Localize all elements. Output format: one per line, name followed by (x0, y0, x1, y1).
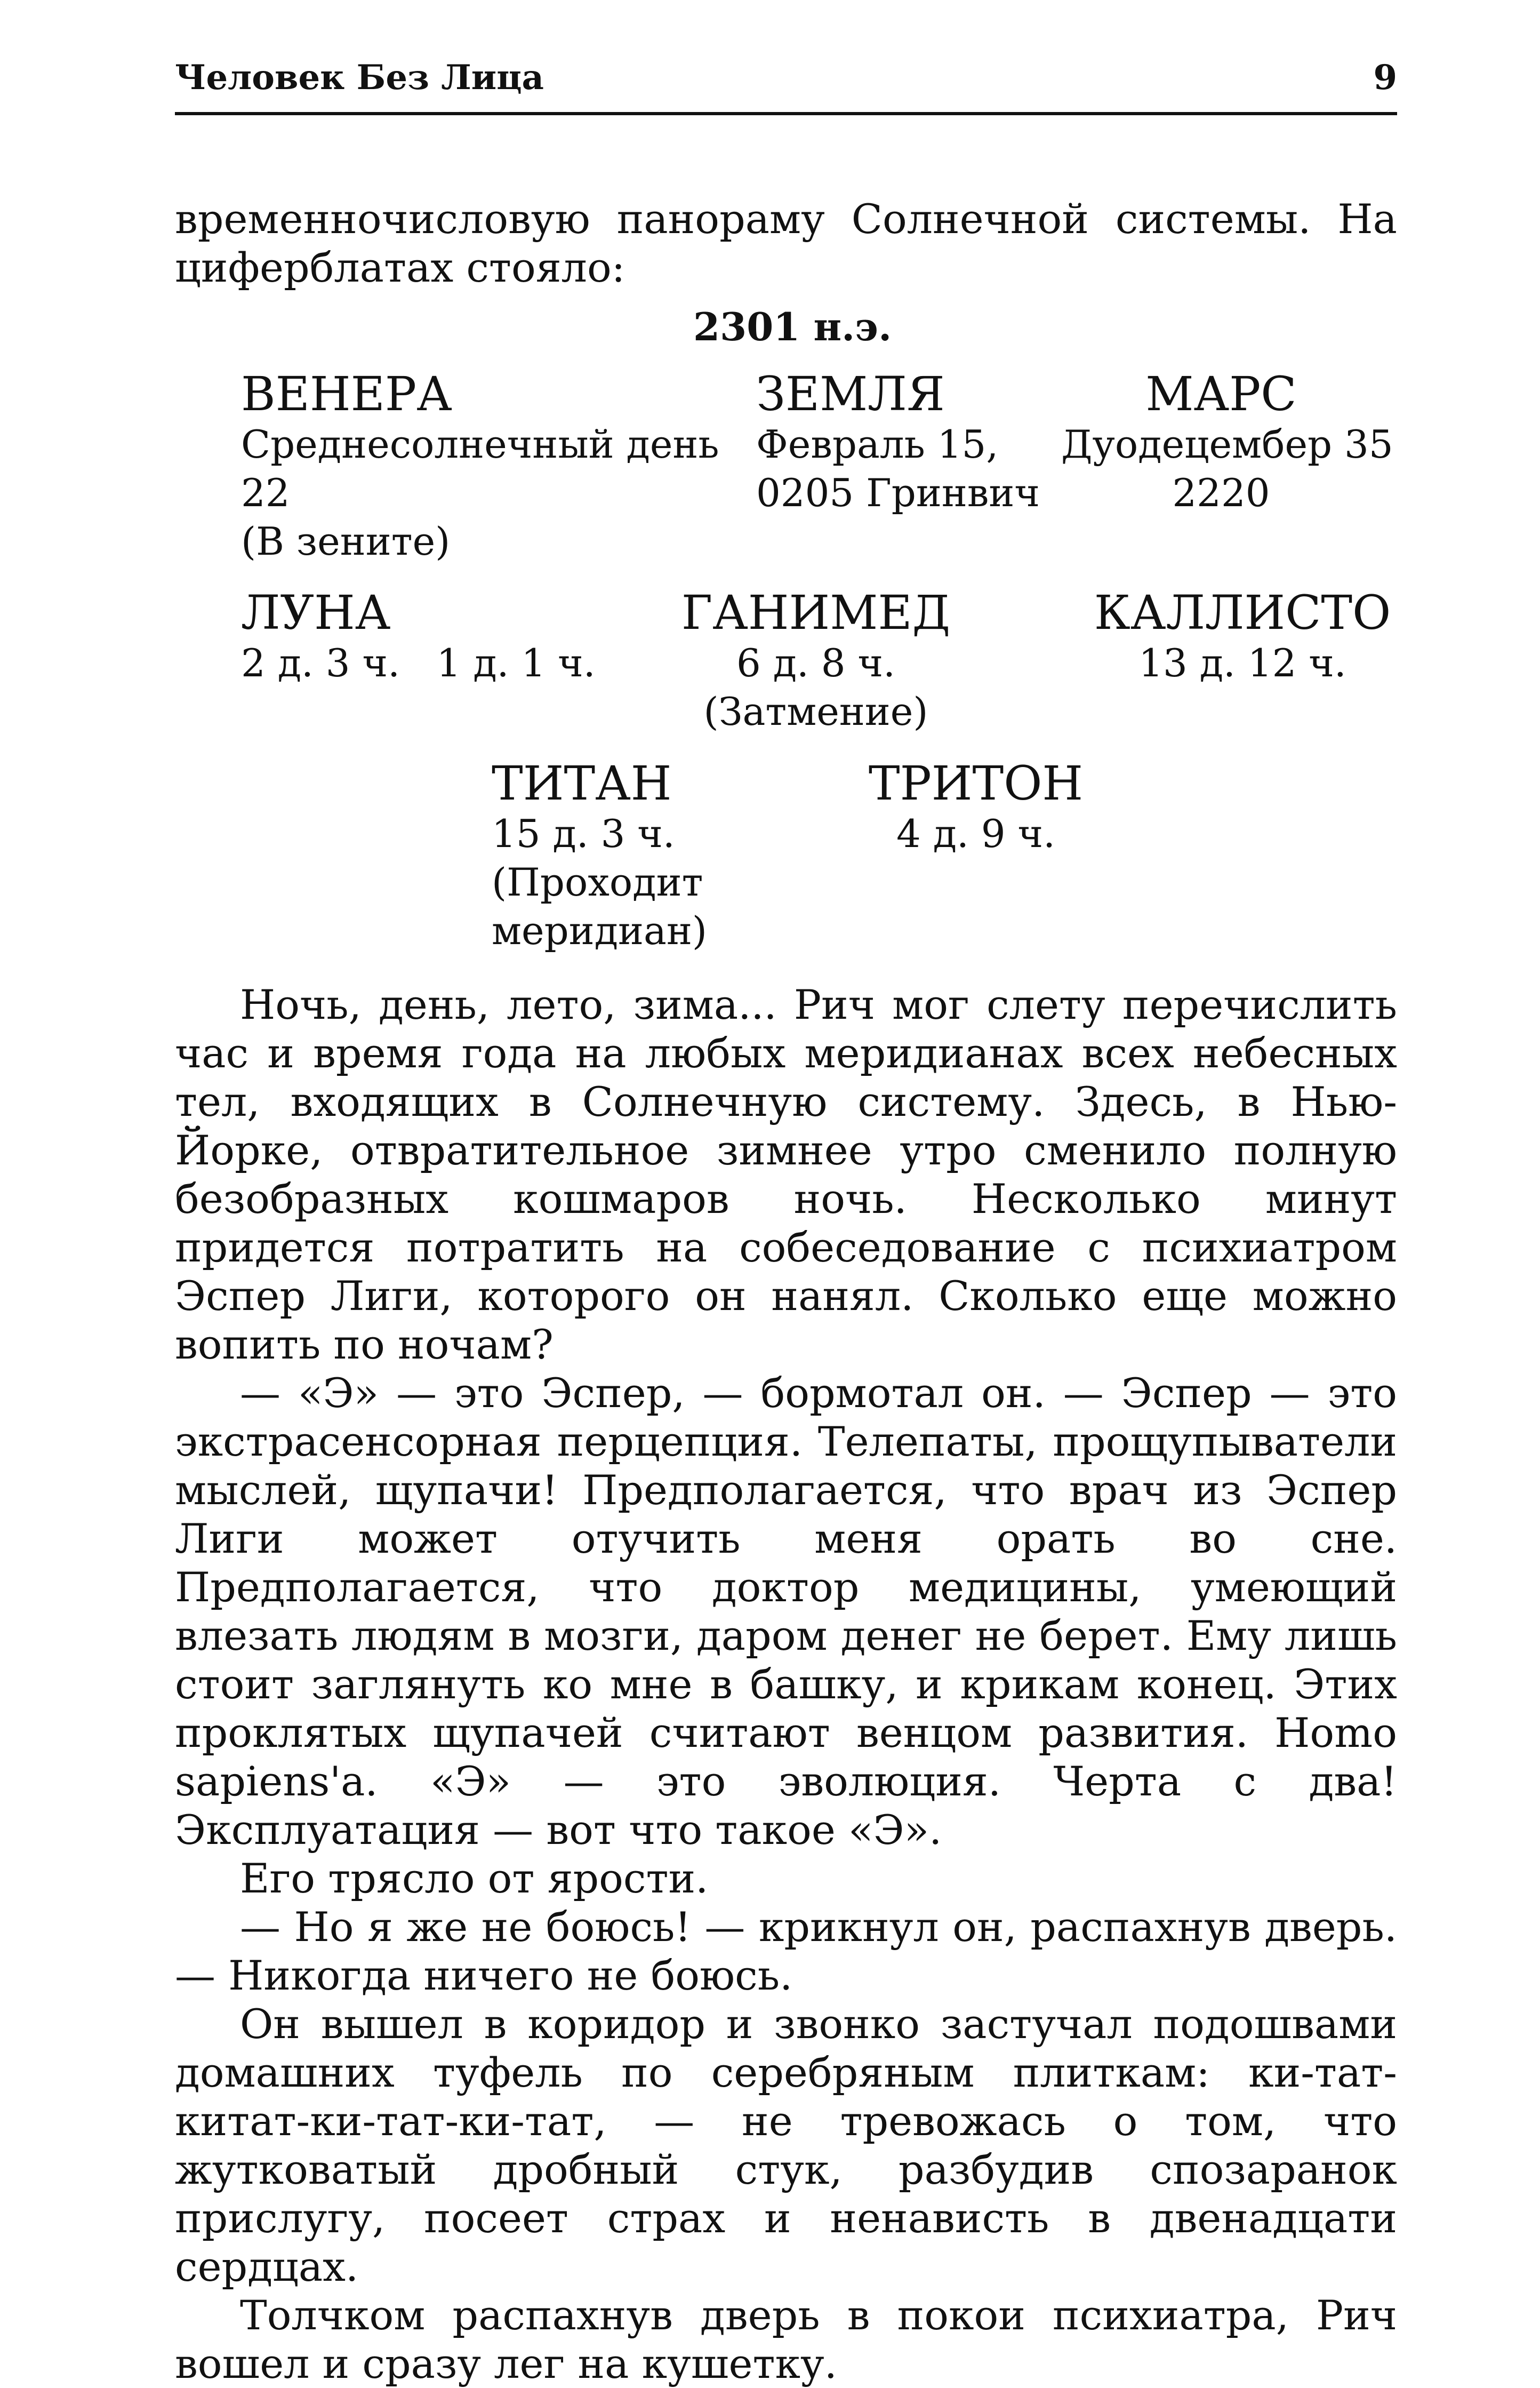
dial-line: 6 д. 8 ч. (736, 641, 895, 685)
dial-line: 13 д. 12 ч. (1138, 641, 1346, 685)
dial-line: Дуодецембер 35 (1061, 422, 1393, 467)
dial-line: Февраль 15, (756, 422, 999, 467)
paragraph: Его трясло от ярости. (240, 1855, 709, 1902)
dial-name: КАЛЛИСТО (1094, 585, 1391, 640)
dial-callisto (1093, 587, 1392, 688)
book-title: Человек Без Лица (175, 58, 544, 98)
dial-name: ТРИТОН (868, 756, 1084, 811)
dial-line: 2220 (1172, 470, 1270, 515)
intro-paragraph: временночисловую панораму Солнечной системы. На циферблатах стояло: (175, 195, 1397, 291)
dial-line: меридиан) (492, 908, 708, 953)
paragraph: — Но я же не боюсь! — крикнул он, распахнув дверь. — Никогда ничего не боюсь. (175, 1903, 1397, 1999)
year-readout: 2301 н.э. (693, 304, 892, 349)
dial-line: (Проходит (492, 860, 703, 905)
dial-line: 0205 Гринвич (756, 470, 1040, 515)
dial-titan (492, 757, 707, 955)
dial-triton (864, 757, 1088, 858)
page-number: 9 (1373, 58, 1397, 98)
dial-line: (В зените) (241, 519, 451, 564)
body-text (175, 980, 1397, 2388)
dial-name: МАРС (1145, 366, 1297, 421)
dial-line: 4 д. 9 ч. (896, 811, 1055, 856)
dial-name: ЛУНА (241, 585, 391, 640)
dial-line: 2 д. 3 ч. 1 д. 1 ч. (241, 641, 596, 685)
dial-name: ГАНИМЕД (681, 585, 951, 640)
dial-name: ВЕНЕРА (241, 366, 452, 421)
dial-earth (756, 368, 1040, 517)
dial-ganymede (672, 587, 960, 736)
paragraph: Толчком распахнув дверь в покои психиатра, Рич вошел и сразу лег на кушетку. (175, 2291, 1397, 2387)
dial-name: ЗЕМЛЯ (756, 366, 945, 421)
dial-line: Среднесолнечный день (241, 422, 719, 467)
running-head (175, 53, 1397, 115)
dial-line: (Затмение) (703, 689, 928, 734)
paragraph: Ночь, день, лето, зима... Рич мог слету перечислить час и время года на любых меридианах всех небесных тел, входящих в Солнечную систему. Здесь, в Нью-Йорке, отвратительное зимнее утро сменило полную безобразных кошмаров ночь. Несколько минут придется потратить на собеседование с психиатром Эспер Лиги, которого он нанял. Сколько еще можно вопить по ночам? (175, 981, 1397, 1368)
paragraph: — «Э» — это Эспер, — бормотал он. — Эспер — это экстрасенсорная перцепция. Телепаты, прощупыватели мыслей, щупачи! Предполагается, что врач из Эспер Лиги может отучить меня орать во сне. Предполагается, что доктор медицины, умеющий влезать людям в мозги, даром денег не берет. Ему лишь стоит заглянуть ко мне в башку, и крикам конец. Этих проклятых щупачей считают венцом развития. Homo sapiens'а. «Э» — это эволюция. Черта с два! Эксплуатация — вот что такое «Э». (175, 1369, 1397, 1854)
dial-venus (241, 368, 719, 566)
dial-moon (241, 587, 596, 688)
paragraph: Он вышел в коридор и звонко застучал подошвами домашних туфель по серебряным плиткам: ки-тат-китат-ки-тат-ки-тат, — не тревожась о том, что жутковатый дробный стук, разбудив спозаранок прислугу, посеет страх и ненависть в двенадцати сердцах. (175, 2000, 1397, 2290)
dial-name: ТИТАН (492, 756, 672, 811)
dial-mars (1061, 366, 1393, 517)
dial-line: 22 (241, 470, 290, 515)
dial-line: 15 д. 3 ч. (492, 811, 675, 856)
